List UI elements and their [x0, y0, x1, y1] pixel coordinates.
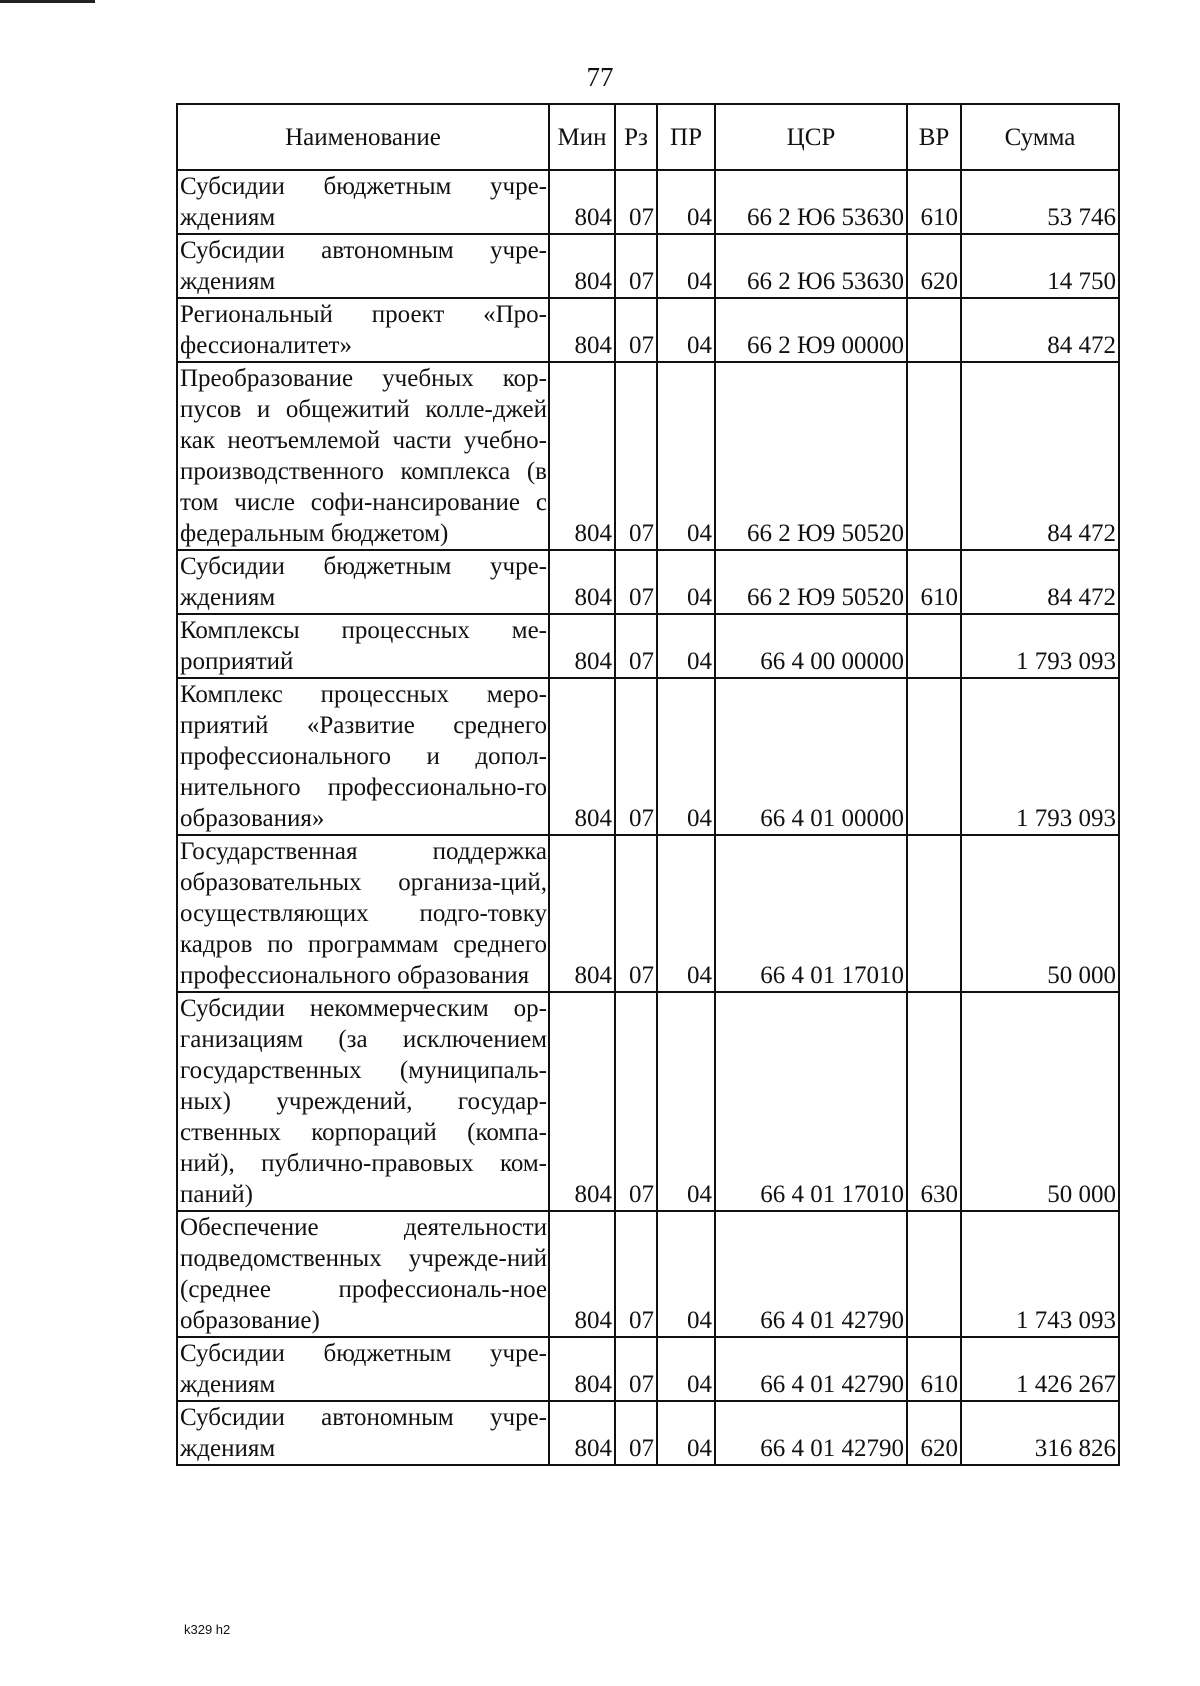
cell-csr: 66 4 00 00000: [715, 614, 907, 678]
cell-sum: 84 472: [961, 362, 1119, 550]
table-row: [177, 1401, 1119, 1465]
cell-min: 804: [549, 678, 615, 835]
cell-min: 804: [549, 298, 615, 362]
cell-rz: 07: [615, 234, 657, 298]
page-number: 77: [586, 62, 614, 92]
cell-csr: 66 2 Ю9 00000: [715, 298, 907, 362]
table-row: [177, 170, 1119, 234]
cell-min: 804: [549, 362, 615, 550]
header-rz: Рз: [615, 104, 657, 170]
cell-sum: 53 746: [961, 170, 1119, 234]
cell-vr: 610: [907, 550, 961, 614]
cell-pr: 04: [657, 1337, 715, 1401]
cell-csr: 66 2 Ю9 50520: [715, 362, 907, 550]
cell-pr: 04: [657, 835, 715, 992]
table-row: [177, 550, 1119, 614]
cell-min: 804: [549, 1401, 615, 1465]
header-csr: ЦСР: [715, 104, 907, 170]
cell-min: 804: [549, 835, 615, 992]
cell-name: Преобразование учебных кор-пусов и общежитий колле-джей как неотъемлемой части учебно-производственного комплекса (в том числе софи-нансирование с федеральным бюджетом): [177, 362, 549, 550]
cell-vr: 610: [907, 170, 961, 234]
table-row: [177, 678, 1119, 835]
cell-min: 804: [549, 992, 615, 1211]
cell-pr: 04: [657, 550, 715, 614]
table-row: [177, 1337, 1119, 1401]
cell-name: Субсидии бюджетным учре-ждениям: [177, 1337, 549, 1401]
table-row: [177, 234, 1119, 298]
cell-sum: 14 750: [961, 234, 1119, 298]
cell-csr: 66 4 01 00000: [715, 678, 907, 835]
cell-pr: 04: [657, 1401, 715, 1465]
header-row: [177, 104, 1119, 170]
cell-name: Комплексы процессных ме-роприятий: [177, 614, 549, 678]
footer-code: k329 h2: [184, 1622, 231, 1637]
cell-rz: 07: [615, 992, 657, 1211]
table-row: [177, 1211, 1119, 1337]
cell-vr: 630: [907, 992, 961, 1211]
table-body: [177, 170, 1119, 1465]
cell-name: Субсидии бюджетным учре-ждениям: [177, 170, 549, 234]
cell-vr: [907, 362, 961, 550]
cell-rz: 07: [615, 362, 657, 550]
cell-vr: 620: [907, 234, 961, 298]
cell-vr: 620: [907, 1401, 961, 1465]
cell-pr: 04: [657, 362, 715, 550]
cell-min: 804: [549, 550, 615, 614]
table-header: [177, 104, 1119, 170]
cell-csr: 66 2 Ю9 50520: [715, 550, 907, 614]
cell-pr: 04: [657, 234, 715, 298]
cell-name: Субсидии автономным учре-ждениям: [177, 1401, 549, 1465]
cell-name: Региональный проект «Про-фессионалитет»: [177, 298, 549, 362]
cell-min: 804: [549, 614, 615, 678]
cell-csr: 66 4 01 42790: [715, 1211, 907, 1337]
cell-vr: [907, 835, 961, 992]
table-row: [177, 992, 1119, 1211]
table-row: [177, 362, 1119, 550]
cell-name: Комплекс процессных меро-приятий «Развитие среднего профессионального и допол-нительного профессионально-го образования»: [177, 678, 549, 835]
table-row: [177, 298, 1119, 362]
cell-sum: 84 472: [961, 550, 1119, 614]
cell-sum: 50 000: [961, 835, 1119, 992]
cell-min: 804: [549, 1211, 615, 1337]
cell-pr: 04: [657, 614, 715, 678]
header-pr: ПР: [657, 104, 715, 170]
cell-csr: 66 2 Ю6 53630: [715, 170, 907, 234]
budget-table: [176, 103, 1120, 1466]
cell-sum: 316 826: [961, 1401, 1119, 1465]
cell-name: Субсидии автономным учре-ждениям: [177, 234, 549, 298]
cell-rz: 07: [615, 1337, 657, 1401]
cell-min: 804: [549, 1337, 615, 1401]
cell-rz: 07: [615, 614, 657, 678]
cell-name: Государственная поддержка образовательных организа-ций, осуществляющих подго-товку кадров по программам среднего профессионального образования: [177, 835, 549, 992]
cell-vr: [907, 678, 961, 835]
cell-rz: 07: [615, 298, 657, 362]
cell-pr: 04: [657, 170, 715, 234]
cell-sum: 84 472: [961, 298, 1119, 362]
cell-pr: 04: [657, 1211, 715, 1337]
cell-sum: 1 743 093: [961, 1211, 1119, 1337]
header-min: Мин: [549, 104, 615, 170]
cell-pr: 04: [657, 678, 715, 835]
cell-min: 804: [549, 170, 615, 234]
cell-min: 804: [549, 234, 615, 298]
cell-rz: 07: [615, 170, 657, 234]
cell-pr: 04: [657, 298, 715, 362]
cell-sum: 1 793 093: [961, 678, 1119, 835]
cell-rz: 07: [615, 835, 657, 992]
cell-vr: [907, 614, 961, 678]
cell-sum: 50 000: [961, 992, 1119, 1211]
cell-name: Обеспечение деятельности подведомственных учрежде-ний (среднее профессиональ-ное образование): [177, 1211, 549, 1337]
cell-csr: 66 4 01 17010: [715, 835, 907, 992]
cell-sum: 1 793 093: [961, 614, 1119, 678]
cell-vr: 610: [907, 1337, 961, 1401]
cell-vr: [907, 298, 961, 362]
cell-rz: 07: [615, 550, 657, 614]
scan-edge-mark: [0, 0, 95, 3]
cell-rz: 07: [615, 1401, 657, 1465]
table-row: [177, 835, 1119, 992]
header-vr: ВР: [907, 104, 961, 170]
cell-rz: 07: [615, 678, 657, 835]
cell-csr: 66 2 Ю6 53630: [715, 234, 907, 298]
cell-name: Субсидии бюджетным учре-ждениям: [177, 550, 549, 614]
cell-csr: 66 4 01 17010: [715, 992, 907, 1211]
header-name: Наименование: [177, 104, 549, 170]
cell-csr: 66 4 01 42790: [715, 1337, 907, 1401]
cell-name: Субсидии некоммерческим ор-ганизациям (за исключением государственных (муниципаль-ных) учреждений, государ-ственных корпораций (компа-ний), публично-правовых ком-паний): [177, 992, 549, 1211]
cell-vr: [907, 1211, 961, 1337]
cell-pr: 04: [657, 992, 715, 1211]
cell-sum: 1 426 267: [961, 1337, 1119, 1401]
table-row: [177, 614, 1119, 678]
cell-rz: 07: [615, 1211, 657, 1337]
cell-csr: 66 4 01 42790: [715, 1401, 907, 1465]
header-sum: Сумма: [961, 104, 1119, 170]
